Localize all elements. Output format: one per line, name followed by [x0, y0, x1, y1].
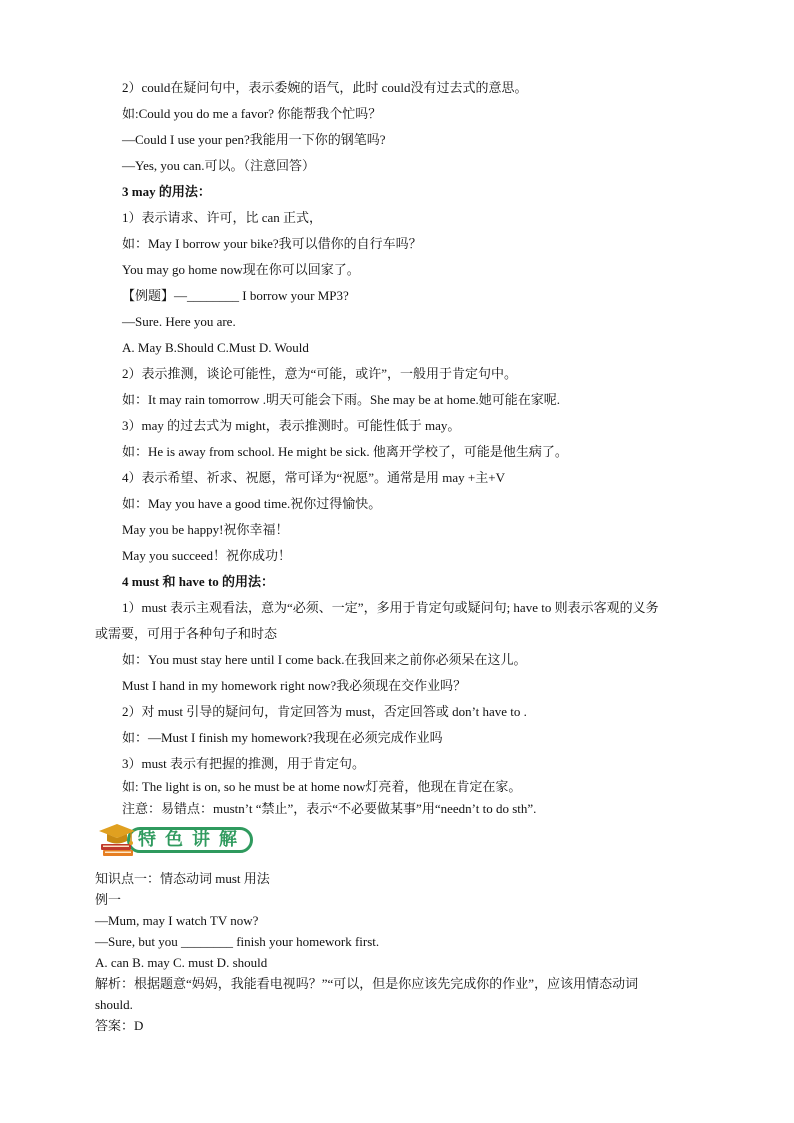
may-example-happy: May you be happy!祝你幸福！ [122, 522, 289, 537]
example-label: 例一 [95, 892, 122, 907]
may-exercise-reply: —Sure. Here you are. [122, 314, 236, 329]
banner-label: 特色讲解 [138, 829, 246, 850]
may-example-sick: 如：He is away from school. He might be sick. 他离开学校了，可能是他生病了。 [122, 444, 568, 459]
must-rule-1a: 1）must 表示主观看法，意为“必须、一定”，多用于肯定句或疑问句; have to 则表示客观的义务 [122, 600, 659, 615]
may-rule-4: 4）表示希望、祈求、祝愿，常可译为“祝愿”。通常是用 may +主+V [122, 470, 505, 485]
must-example-stay: 如：You must stay here until I come back.在我回来之前你必须呆在这儿。 [122, 652, 527, 667]
may-rule-1: 1）表示请求、许可，比 can 正式， [122, 210, 323, 225]
could-interrogative-rule: 2）could在疑问句中，表示委婉的语气，此时 could没有过去式的意思。 [122, 80, 528, 95]
must-heading: 4 must 和 have to 的用法： [122, 574, 275, 589]
analysis-line-2: should. [95, 997, 133, 1012]
must-example-homework: Must I hand in my homework right now?我必须现在交作业吗？ [122, 678, 467, 693]
graduation-cap-books-icon [97, 820, 141, 860]
example-reply: —Sure, but you ________ finish your homework first. [95, 934, 380, 949]
may-heading: 3 may 的用法： [122, 184, 211, 199]
answer-line: 答案：D [95, 1018, 144, 1033]
may-rule-3: 3）may 的过去式为 might，表示推测时。可能性低于 may。 [122, 418, 461, 433]
could-example-pen: —Could I use your pen?我能用一下你的钢笔吗? [122, 132, 386, 147]
must-rule-1b: 或需要，可用于各种句子和时态 [95, 626, 278, 641]
section-banner [97, 820, 259, 860]
example-options: A. can B. may C. must D. should [95, 955, 268, 970]
must-rule-3: 3）must 表示有把握的推测，用于肯定句。 [122, 756, 366, 771]
may-exercise-options: A. May B.Should C.Must D. Would [122, 340, 309, 355]
example-question: —Mum, may I watch TV now? [95, 913, 259, 928]
must-note: 注意：易错点：mustn’t “禁止”，表示“不必要做某事”用“needn’t to do sth”. [122, 801, 537, 816]
must-example-finish: 如：—Must I finish my homework?我现在必须完成作业吗 [122, 730, 443, 745]
may-example-home: You may go home now现在你可以回家了。 [122, 262, 360, 277]
must-rule-2: 2）对 must 引导的疑问句，肯定回答为 must，否定回答或 don’t have to . [122, 704, 527, 719]
may-example-rain: 如：It may rain tomorrow .明天可能会下雨。She may be at home.她可能在家呢. [122, 392, 560, 407]
could-example-favor: 如:Could you do me a favor? 你能帮我个忙吗？ [122, 106, 382, 121]
may-example-succeed: May you succeed！祝你成功！ [122, 548, 291, 563]
may-rule-2: 2）表示推测，谈论可能性，意为“可能，或许”，一般用于肯定句中。 [122, 366, 518, 381]
could-example-answer: —Yes, you can.可以。（注意回答） [122, 158, 315, 173]
may-example-bike: 如：May I borrow your bike?我可以借你的自行车吗？ [122, 236, 422, 251]
may-exercise-question: 【例题】—________ I borrow your MP3? [122, 288, 349, 303]
must-example-light: 如: The light is on, so he must be at home now灯亮着，他现在肯定在家。 [122, 779, 522, 794]
knowledge-point-title: 知识点一：情态动词 must 用法 [95, 871, 270, 886]
may-example-time: 如：May you have a good time.祝你过得愉快。 [122, 496, 382, 511]
analysis-line-1: 解析：根据题意“妈妈，我能看电视吗？”“可以，但是你应该先完成你的作业”，应该用情态动词 [95, 976, 639, 991]
